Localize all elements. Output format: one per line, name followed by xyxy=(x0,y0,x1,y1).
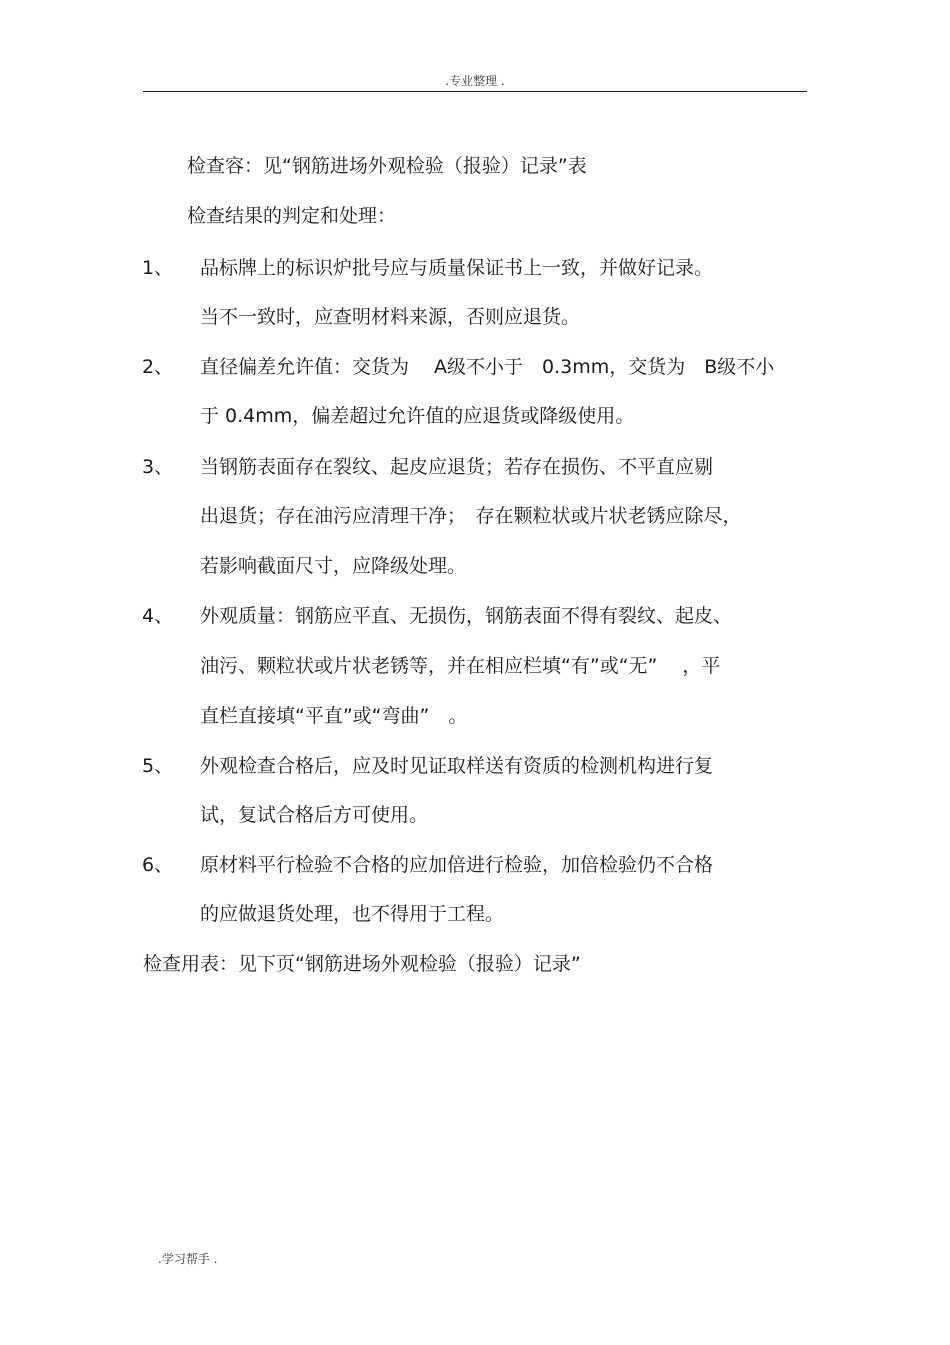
item-number: 2、 xyxy=(142,356,174,378)
item-text-line: 于 0.4mm，偏差超过允许值的应退货或降级使用。 xyxy=(200,405,635,427)
inspection-content-line: 检查容：见“钢筋进场外观检验（报验）记录”表 xyxy=(187,155,587,177)
item-number: 5、 xyxy=(142,755,174,777)
item-text-line: 直栏直接填“平直”或“弯曲” 。 xyxy=(200,705,468,727)
page-header: .专业整理 . xyxy=(445,74,505,88)
header-divider xyxy=(143,91,807,92)
item-text-line: 外观质量：钢筋应平直、无损伤，钢筋表面不得有裂纹、起皮、 xyxy=(200,605,733,627)
item-text-line: 油污、颗粒状或片状老锈等，并在相应栏填“有”或“无” ，平 xyxy=(200,655,721,677)
item-number: 3、 xyxy=(142,456,174,478)
item-text-line: 外观检查合格后，应及时见证取样送有资质的检测机构进行复 xyxy=(200,755,714,777)
item-text-line: 当钢筋表面存在裂纹、起皮应退货；若存在损伤、不平直应剔 xyxy=(200,456,714,478)
item-text-line: 试，复试合格后方可使用。 xyxy=(200,804,429,826)
page-footer: .学习帮手 . xyxy=(158,1252,218,1266)
item-text-line: 品标牌上的标识炉批号应与质量保证书上一致，并做好记录。 xyxy=(200,257,714,279)
item-text-line: 当不一致时，应查明材料来源，否则应退货。 xyxy=(200,306,581,328)
item-text-line: 的应做退货处理，也不得用于工程。 xyxy=(200,903,505,925)
item-text-line: 若影响截面尺寸，应降级处理。 xyxy=(200,555,467,577)
item-text-line: 直径偏差允许值：交货为 A级不小于 0.3mm，交货为 B级不小 xyxy=(200,356,775,378)
item-text-line: 原材料平行检验不合格的应加倍进行检验，加倍检验仍不合格 xyxy=(200,854,714,876)
item-number: 4、 xyxy=(142,605,174,627)
item-number: 6、 xyxy=(142,854,174,876)
item-text-line: 出退货；存在油污应清理干净； 存在颗粒状或片状老锈应除尽， xyxy=(200,505,742,527)
table-reference: 检查用表：见下页“钢筋进场外观检验（报验）记录” xyxy=(143,953,581,975)
item-number: 1、 xyxy=(142,257,174,279)
result-title: 检查结果的判定和处理： xyxy=(187,205,397,227)
